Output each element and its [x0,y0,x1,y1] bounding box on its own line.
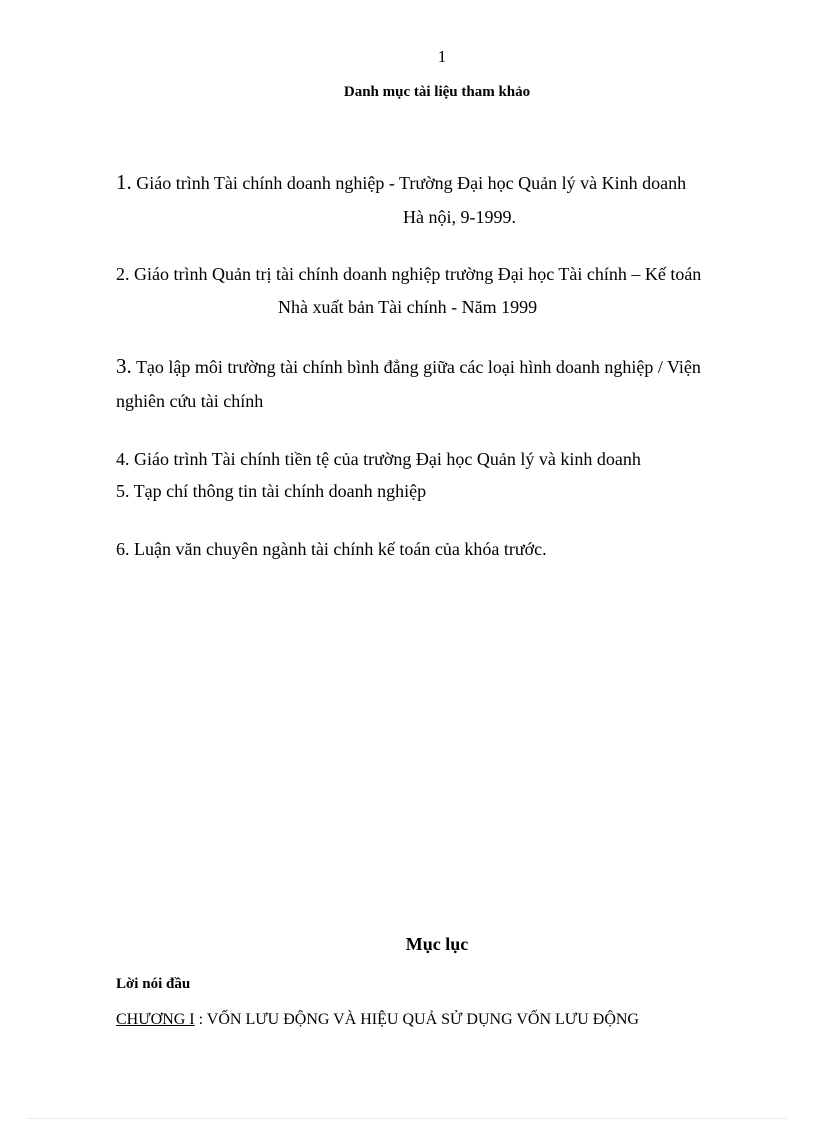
toc-title: Mục lục [405,934,469,954]
reference-text: Tạo lập môi trường tài chính bình đẳng giữa các loại hình doanh nghiệp / Viện [135,357,701,377]
bibliography-title: Danh mục tài liệu tham khảo [343,84,531,100]
reference-number: 1. [116,170,132,194]
reference-1-continuation: Hà nội, 9-1999. [403,207,516,227]
chapter-title: VỐN LƯU ĐỘNG VÀ HIỆU QUẢ SỬ DỤNG VỐN LƯU ĐỘNG [206,1011,639,1028]
toc-chapter-1 [116,1011,639,1029]
reference-2: 2. Giáo trình Quản trị tài chính doanh nghiệp trường Đại học Tài chính – Kế toán [116,264,702,284]
reference-3 [116,354,701,379]
reference-5: 5. Tạp chí thông tin tài chính doanh nghiệp [116,481,427,501]
reference-3-continuation: nghiên cứu tài chính [116,391,264,411]
reference-1 [116,170,686,195]
toc-preface: Lời nói đầu [116,976,191,992]
reference-number: 3. [116,354,132,378]
reference-4: 4. Giáo trình Tài chính tiền tệ của trường Đại học Quản lý và kinh doanh [116,449,641,469]
chapter-separator: : [194,1011,207,1028]
reference-text: Giáo trình Tài chính doanh nghiệp - Trường Đại học Quản lý và Kinh doanh [136,173,687,193]
chapter-label: CHƯƠNG I [116,1011,195,1028]
page-bottom-divider [28,1118,788,1119]
page-number: 1 [437,47,447,66]
reference-6: 6. Luận văn chuyên ngành tài chính kế toán của khóa trước. [116,539,547,559]
reference-2-continuation: Nhà xuất bản Tài chính - Năm 1999 [278,297,538,317]
